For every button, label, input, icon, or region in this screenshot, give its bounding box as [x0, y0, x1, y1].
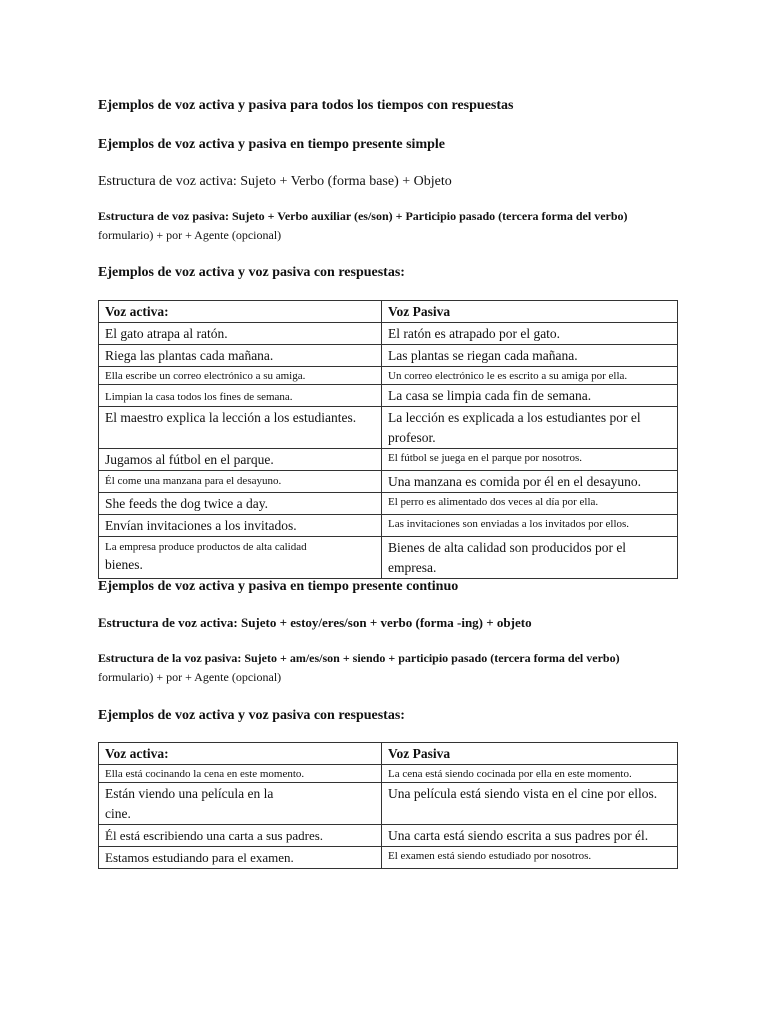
- table-row: [99, 783, 678, 825]
- passive-cell: Una película está siendo vista en el cine por ellos.: [382, 783, 678, 825]
- table-row: [99, 471, 678, 493]
- section1-active-structure: Estructura de voz activa: Sujeto + Verbo (forma base) + Objeto: [98, 174, 452, 189]
- passive-cell: El ratón es atrapado por el gato.: [382, 323, 678, 345]
- table-row: [99, 449, 678, 471]
- table-row: [99, 765, 678, 783]
- passive-cell: La lección es explicada a los estudiantes por el profesor.: [382, 407, 678, 449]
- table-header-row: [99, 301, 678, 323]
- header-active: Voz activa:: [99, 301, 382, 323]
- active-cell: El maestro explica la lección a los estudiantes.: [99, 407, 382, 449]
- active-cell-line2: bienes.: [105, 557, 143, 572]
- header-passive: Voz Pasiva: [382, 743, 678, 765]
- table-header-row: [99, 743, 678, 765]
- active-cell: [99, 537, 382, 579]
- section2-active-structure: Estructura de voz activa: Sujeto + estoy/eres/son + verbo (forma -ing) + objeto: [98, 615, 532, 630]
- section1-examples-heading: Ejemplos de voz activa y voz pasiva con respuestas:: [98, 265, 405, 280]
- passive-cell: Un correo electrónico le es escrito a su amiga por ella.: [382, 367, 678, 385]
- table-row: [99, 825, 678, 847]
- active-cell: She feeds the dog twice a day.: [99, 493, 382, 515]
- header-passive: Voz Pasiva: [382, 301, 678, 323]
- active-cell: Ella está cocinando la cena en este momento.: [99, 765, 382, 783]
- passive-cell: La cena está siendo cocinada por ella en este momento.: [382, 765, 678, 783]
- section2-passive-structure-cont: formulario) + por + Agente (opcional): [98, 670, 282, 684]
- table-row: [99, 323, 678, 345]
- passive-cell: Las plantas se riegan cada mañana.: [382, 345, 678, 367]
- section2-heading: Ejemplos de voz activa y pasiva en tiempo presente continuo: [98, 579, 459, 594]
- active-cell: Él come una manzana para el desayuno.: [99, 471, 382, 493]
- passive-cell: La casa se limpia cada fin de semana.: [382, 385, 678, 407]
- passive-cell: Una carta está siendo escrita a sus padres por él.: [382, 825, 678, 847]
- table-row: [99, 515, 678, 537]
- header-active: Voz activa:: [99, 743, 382, 765]
- passive-cell: El perro es alimentado dos veces al día por ella.: [382, 493, 678, 515]
- passive-cell: Bienes de alta calidad son producidos por el empresa.: [382, 537, 678, 579]
- passive-cell: El examen está siendo estudiado por nosotros.: [382, 847, 678, 869]
- table-row: [99, 345, 678, 367]
- active-cell: Jugamos al fútbol en el parque.: [99, 449, 382, 471]
- passive-cell: Una manzana es comida por él en el desayuno.: [382, 471, 678, 493]
- table-row: [99, 367, 678, 385]
- table-row: [99, 537, 678, 579]
- section1-passive-structure: Estructura de voz pasiva: Sujeto + Verbo auxiliar (es/son) + Participio pasado (tercera forma del verbo): [98, 209, 628, 223]
- passive-cell: Las invitaciones son enviadas a los invitados por ellos.: [382, 515, 678, 537]
- section2-examples-table: [98, 742, 678, 869]
- section2-passive-structure: Estructura de la voz pasiva: Sujeto + am/es/son + siendo + participio pasado (tercera forma del verbo): [98, 651, 620, 665]
- section1-passive-structure-cont: formulario) + por + Agente (opcional): [98, 228, 282, 242]
- active-cell: Están viendo una película en la cine.: [99, 783, 382, 825]
- document-title: Ejemplos de voz activa y pasiva para todos los tiempos con respuestas: [98, 98, 514, 113]
- active-cell: Estamos estudiando para el examen.: [99, 847, 382, 869]
- active-cell: Envían invitaciones a los invitados.: [99, 515, 382, 537]
- passive-cell: El fútbol se juega en el parque por nosotros.: [382, 449, 678, 471]
- section2-examples-heading: Ejemplos de voz activa y voz pasiva con respuestas:: [98, 708, 405, 723]
- active-cell: El gato atrapa al ratón.: [99, 323, 382, 345]
- active-cell: Limpian la casa todos los fines de semana.: [99, 385, 382, 407]
- active-cell-line1: La empresa produce productos de alta calidad: [105, 541, 307, 553]
- table-row: [99, 847, 678, 869]
- table-row: [99, 385, 678, 407]
- table-row: [99, 493, 678, 515]
- section1-examples-table: [98, 300, 678, 579]
- active-cell: Ella escribe un correo electrónico a su amiga.: [99, 367, 382, 385]
- active-cell: Riega las plantas cada mañana.: [99, 345, 382, 367]
- table-row: [99, 407, 678, 449]
- section1-heading: Ejemplos de voz activa y pasiva en tiempo presente simple: [98, 137, 445, 152]
- active-cell: Él está escribiendo una carta a sus padres.: [99, 825, 382, 847]
